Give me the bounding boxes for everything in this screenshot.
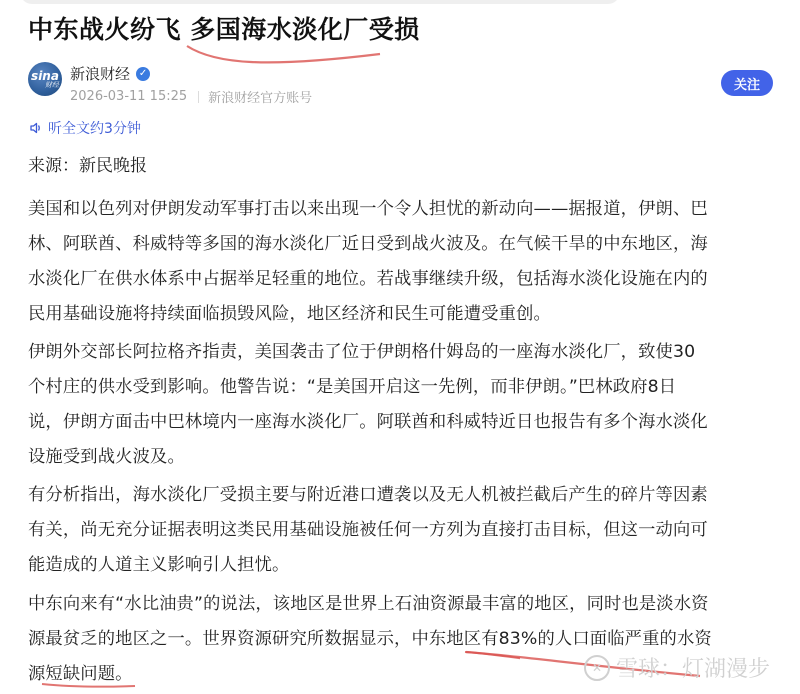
paragraph-2 (28, 335, 778, 475)
text-line: 水淡化厂在供水体系中占据举足轻重的地位。若战事继续升级，包括海水淡化设施在内的 (28, 269, 708, 289)
text-line: 伊朗外交部长阿拉格齐指责，美国袭击了位于伊朗格什姆岛的一座海水淡化厂，致使30 (28, 342, 696, 362)
sina-logo-sub: 财经 (44, 80, 59, 89)
snowball-logo-icon: ✕ (584, 655, 610, 681)
paragraph-3 (28, 478, 778, 583)
text-line: 民用基础设施将持续面临损毁风险，地区经济和民生可能遭受重创。 (28, 304, 551, 324)
top-search-bar-edge (20, 0, 620, 4)
paragraph-1 (28, 192, 778, 332)
author-name-row[interactable] (70, 63, 150, 84)
sina-logo-text: sina (31, 68, 59, 83)
author-avatar[interactable] (28, 62, 62, 96)
meta-divider (198, 91, 199, 103)
text-line: 源最贫乏的地区之一。世界资源研究所数据显示，中东地区有83%的人口面临严重的水资 (28, 629, 712, 649)
author-name[interactable]: 新浪财经 (70, 65, 131, 83)
watermark-text: 雪球：灯湖漫步 (616, 657, 771, 682)
bottom-handdrawn-underline (40, 650, 520, 690)
verified-badge-icon: ✓ (136, 67, 150, 81)
text-line: 源短缺问题。 (28, 664, 133, 684)
article-meta (70, 87, 312, 106)
text-line: 能造成的人道主义影响引人担忧。 (28, 555, 290, 575)
publish-date: 2026-03-11 15:25 (70, 89, 188, 104)
text-line: 设施受到战火波及。 (28, 447, 185, 467)
listen-full-article-button[interactable] (29, 118, 141, 138)
listen-label: 听全文约3分钟 (48, 121, 141, 137)
text-line: 林、阿联酋、科威特等多国的海水淡化厂近日受到战火波及。在气候干旱的中东地区，海 (28, 234, 708, 254)
article-source: 来源：新民晚报 (28, 156, 147, 176)
text-line: 中东向来有“水比油贵”的说法，该地区是世界上石油资源最丰富的地区，同时也是淡水资 (28, 594, 709, 614)
text-line: 美国和以色列对伊朗发动军事打击以来出现一个令人担忧的新动向——据报道，伊朗、巴 (28, 199, 708, 219)
text-line: 说，伊朗方面击中巴林境内一座海水淡化厂。阿联酋和科威特近日也报告有多个海水淡化 (28, 412, 708, 432)
watermark (584, 652, 770, 683)
article-title: 中东战火纷飞 多国海水淡化厂受损 (28, 15, 420, 44)
account-type: 新浪财经官方账号 (208, 91, 313, 106)
title-handdrawn-underline (185, 42, 385, 72)
follow-button[interactable]: 关注 (721, 70, 773, 96)
text-line: 个村庄的供水受到影响。他警告说：“是美国开启这一先例，而非伊朗。”巴林政府8日 (28, 377, 677, 397)
speaker-icon (29, 121, 43, 135)
text-line: 有关，尚无充分证据表明这类民用基础设施被任何一方列为直接打击目标，但这一动向可 (28, 520, 708, 540)
text-line: 有分析指出，海水淡化厂受损主要与附近港口遭袭以及无人机被拦截后产生的碎片等因素 (28, 485, 708, 505)
